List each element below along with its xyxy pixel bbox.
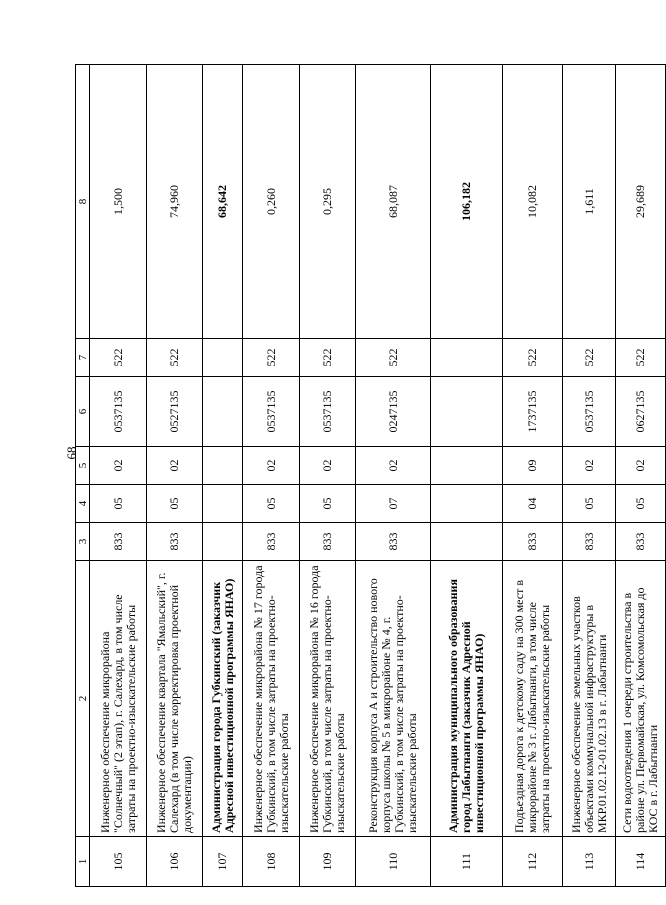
expense-type-cell: 522 — [243, 339, 300, 377]
subsection-cell: 02 — [300, 447, 356, 485]
code-cell: 833 — [300, 523, 356, 561]
amount-cell: 1,611 — [563, 65, 616, 339]
program-table — [75, 64, 666, 887]
table-row — [243, 65, 300, 887]
subsection-cell: 02 — [243, 447, 300, 485]
section-cell: 05 — [243, 485, 300, 523]
target-article-cell: 0627135 — [616, 377, 666, 447]
description-cell: Администрация муниципального образования город Лабытнанги (заказчик Адресной инвестиционной программы ЯНАО) — [431, 561, 503, 837]
target-article-cell: 0537135 — [243, 377, 300, 447]
row-number-cell: 111 — [431, 837, 503, 887]
header-cell: 7 — [76, 339, 90, 377]
description-cell: Инженерное обеспечение земельных участков объектами коммунальной инфраструктуры в МКР.01.02.12-01.02.13 в г. Лабытнанги — [563, 561, 616, 837]
target-article-cell: 0537135 — [563, 377, 616, 447]
section-cell: 05 — [90, 485, 147, 523]
expense-type-cell: 522 — [147, 339, 203, 377]
code-cell: 833 — [90, 523, 147, 561]
table-row — [203, 65, 243, 887]
section-cell: 04 — [503, 485, 563, 523]
target-article-cell: 0247135 — [356, 377, 431, 447]
amount-cell: 68,087 — [356, 65, 431, 339]
code-cell: 833 — [147, 523, 203, 561]
row-number-cell: 105 — [90, 837, 147, 887]
table-row — [300, 65, 356, 887]
section-cell: 05 — [616, 485, 666, 523]
header-cell: 3 — [76, 523, 90, 561]
header-cell: 5 — [76, 447, 90, 485]
amount-cell: 0,260 — [243, 65, 300, 339]
section-cell — [431, 485, 503, 523]
target-article-cell: 0527135 — [147, 377, 203, 447]
code-cell: 833 — [503, 523, 563, 561]
subsection-cell: 09 — [503, 447, 563, 485]
table-row — [356, 65, 431, 887]
section-cell: 05 — [147, 485, 203, 523]
target-article-cell: 1737135 — [503, 377, 563, 447]
amount-cell: 10,082 — [503, 65, 563, 339]
header-cell: 1 — [76, 837, 90, 887]
table-row — [90, 65, 147, 887]
description-cell: Администрация города Губкинский (заказчик Адресной инвестиционной программы ЯНАО) — [203, 561, 243, 837]
expense-type-cell: 522 — [503, 339, 563, 377]
section-cell — [203, 485, 243, 523]
table-row — [147, 65, 203, 887]
amount-cell: 106,182 — [431, 65, 503, 339]
amount-cell: 74,960 — [147, 65, 203, 339]
row-number-cell: 109 — [300, 837, 356, 887]
table-row — [563, 65, 616, 887]
description-cell: Инженерное обеспечение квартала "Ямальский", г. Салехард (в том числе корректировка проектной документации) — [147, 561, 203, 837]
table-row — [431, 65, 503, 887]
target-article-cell: 0537135 — [300, 377, 356, 447]
table-row — [503, 65, 563, 887]
expense-type-cell — [431, 339, 503, 377]
target-article-cell: 0537135 — [90, 377, 147, 447]
target-article-cell — [431, 377, 503, 447]
table-row — [616, 65, 666, 887]
code-cell — [431, 523, 503, 561]
code-cell: 833 — [243, 523, 300, 561]
description-cell: Подъездная дорога к детскому саду на 300 мест в микрорайоне № 3 г. Лабытнанги, в том числе затраты на проектно-изыскательские работы — [503, 561, 563, 837]
row-number-cell: 106 — [147, 837, 203, 887]
expense-type-cell: 522 — [356, 339, 431, 377]
description-cell: Инженерное обеспечение микрорайона № 17 города Губкинский, в том числе затраты на проектно-изыскательские работы — [243, 561, 300, 837]
row-number-cell: 112 — [503, 837, 563, 887]
expense-type-cell — [203, 339, 243, 377]
section-cell: 07 — [356, 485, 431, 523]
amount-cell: 68,642 — [203, 65, 243, 339]
subsection-cell: 02 — [563, 447, 616, 485]
code-cell — [203, 523, 243, 561]
header-cell: 2 — [76, 561, 90, 837]
row-number-cell: 108 — [243, 837, 300, 887]
description-cell: Реконструкция корпуса А и строительство нового корпуса школы № 5 в микрорайоне № 4, г. Губкинский, в том числе затраты на проектно-изыскательские работы — [356, 561, 431, 837]
table-header-row — [76, 65, 90, 887]
expense-type-cell: 522 — [90, 339, 147, 377]
description-cell: Сети водоотведения 1 очереди строительства в районе ул. Первомайская, ул. Комсомольская до КОС в г. Лабытнанги — [616, 561, 666, 837]
row-number-cell: 107 — [203, 837, 243, 887]
amount-cell: 29,689 — [616, 65, 666, 339]
subsection-cell — [203, 447, 243, 485]
expense-type-cell: 522 — [616, 339, 666, 377]
row-number-cell: 110 — [356, 837, 431, 887]
code-cell: 833 — [563, 523, 616, 561]
expense-type-cell: 522 — [563, 339, 616, 377]
description-cell: Инженерное обеспечение микрорайона "Солнечный" (2 этап), г. Салехард, в том числе затраты на проектно-изыскательские работы — [90, 561, 147, 837]
subsection-cell: 02 — [90, 447, 147, 485]
amount-cell: 1,500 — [90, 65, 147, 339]
target-article-cell — [203, 377, 243, 447]
header-cell: 8 — [76, 65, 90, 339]
subsection-cell: 02 — [356, 447, 431, 485]
page-number: 68 — [64, 446, 79, 460]
section-cell: 05 — [300, 485, 356, 523]
table-container — [75, 65, 660, 887]
row-number-cell: 113 — [563, 837, 616, 887]
description-cell: Инженерное обеспечение микрорайона № 16 города Губкинский, в том числе затраты на проектно-изыскательские работы — [300, 561, 356, 837]
subsection-cell — [431, 447, 503, 485]
subsection-cell: 02 — [147, 447, 203, 485]
header-cell: 6 — [76, 377, 90, 447]
row-number-cell: 114 — [616, 837, 666, 887]
subsection-cell: 02 — [616, 447, 666, 485]
header-cell: 4 — [76, 485, 90, 523]
amount-cell: 0,295 — [300, 65, 356, 339]
code-cell: 833 — [356, 523, 431, 561]
expense-type-cell: 522 — [300, 339, 356, 377]
code-cell: 833 — [616, 523, 666, 561]
section-cell: 05 — [563, 485, 616, 523]
